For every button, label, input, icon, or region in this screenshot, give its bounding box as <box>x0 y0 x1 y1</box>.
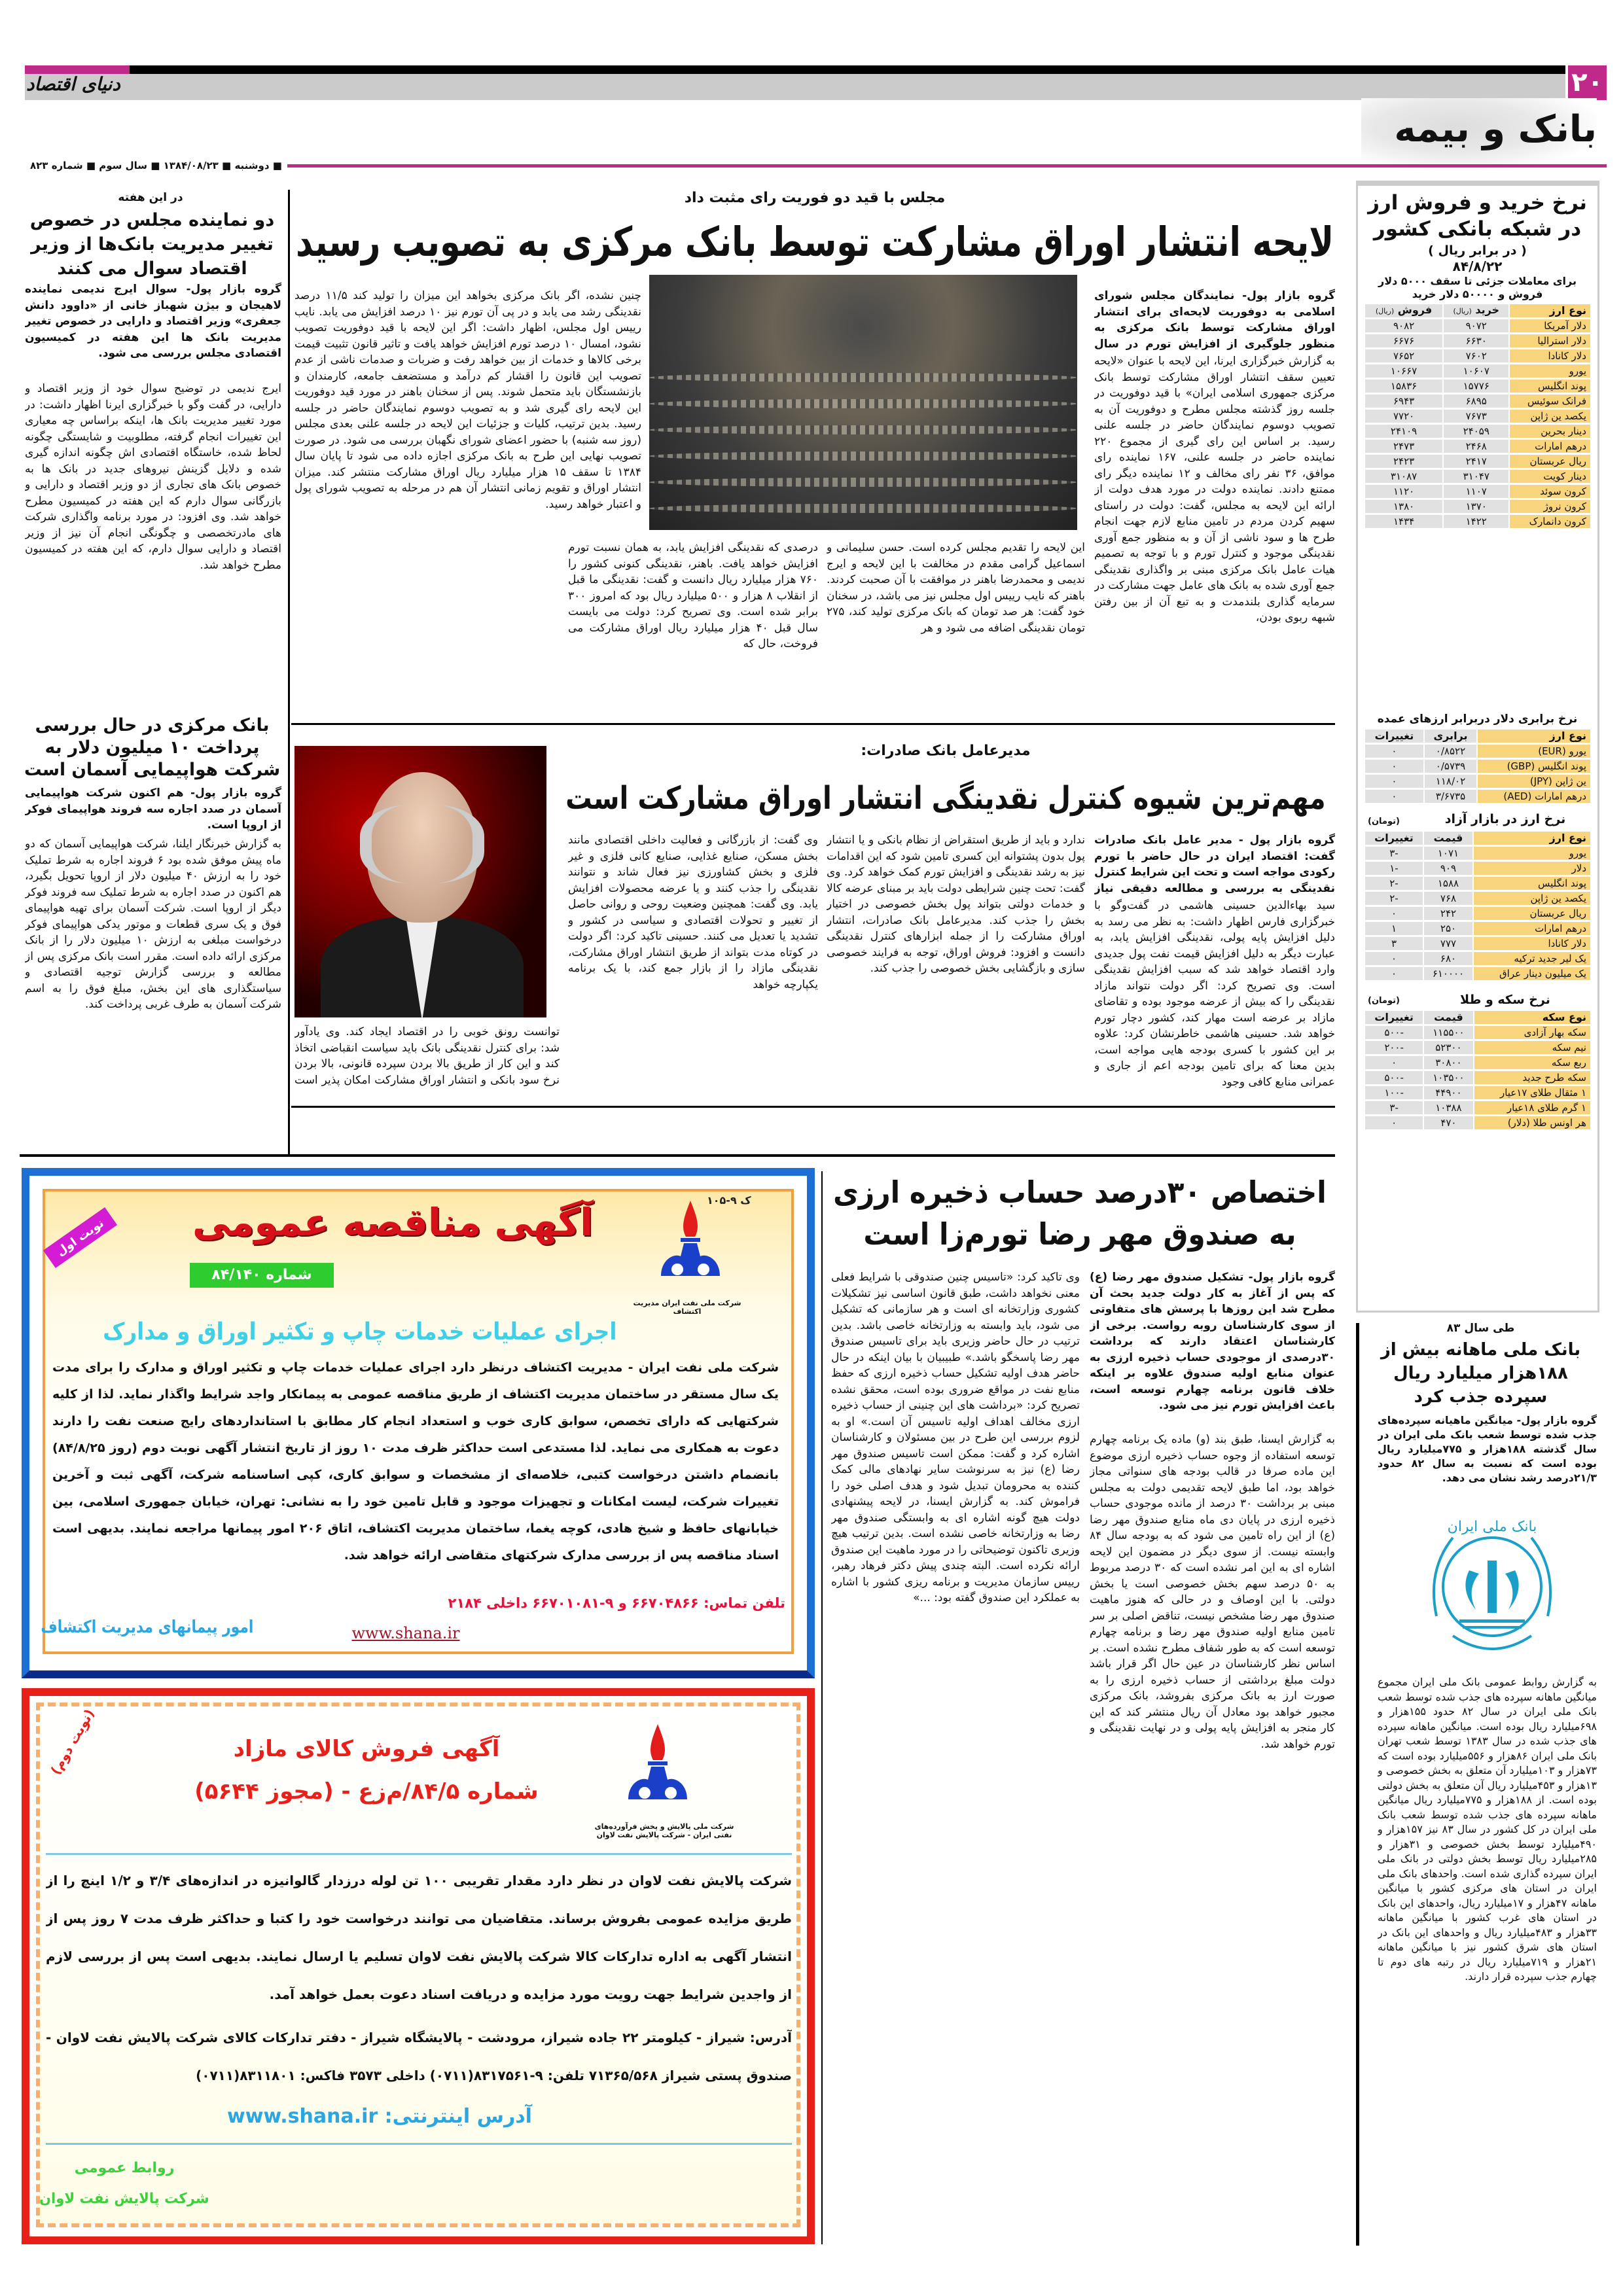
melli-headline: بانک ملی ماهانه بیش از ۱۸۸هزار میلیارد ریال سپرده جذب کرد <box>1380 1340 1581 1407</box>
currency-name: یک لیر جدید ترکیه <box>1474 952 1590 965</box>
table-row <box>1365 1116 1590 1129</box>
column-divider <box>288 190 290 1155</box>
column-header: نوع ارز <box>1510 304 1590 317</box>
nioc-logo-icon <box>622 1721 694 1819</box>
currency-name: ۱ مثقال طلای ۱۷عیار <box>1474 1086 1590 1099</box>
rate-value: ۱۰۷۱ <box>1424 847 1472 860</box>
column-header: نوع ارز <box>1474 832 1590 845</box>
rate-value: ۶۸۹۵ <box>1444 395 1508 408</box>
rate-value: -۲ <box>1365 877 1423 890</box>
table-row <box>1365 515 1590 528</box>
currency-name: دلار <box>1474 862 1590 875</box>
free-market-table <box>1364 830 1592 982</box>
tender-subject: اجرای عملیات خدمات چاپ و تکثیر اوراق و مدارک <box>103 1318 617 1345</box>
tender-body: شرکت ملی نفت ایران - مدیریت اکتشاف درنظر دارد اجرای عملیات خدمات چاپ و تکثیر اوراق و مدارک را برای مدت یک سال مستقر در ساختمان مدیریت اکتشاف از طریق مناقصه عمومی به پیمانکار واجد شرایط واگذار نماید. لذا از کلیه شرکتهایی که دارای تخصص، سوابق کاری خوب و استعداد انجام کار مطابق با استانداردهای رایج صنعت نفت را دارند دعوت به همکاری می نماید. لذا مستدعی است حداکثر ظرف مدت ۱۰ روز از تاریخ انتشار آگهی نوبت دوم (روز ۸۴/۸/۲۵) بانضمام داشتن درخواست کتبی، خلاصه‌ای از مشخصات و سوابق کاری، کپی اساسنامه شرکت، آگهی ثبت و آخرین تغییرات شرکت، لیست امکانات و تجهیزات موجود و قابل تامین خود را به نشانی: تهران، خیابان جمهوری اسلامی، بین خیابانهای حافظ و شیخ هادی، کوچه یغما، ساختمان مدیریت اکتشاف، اتاق ۲۰۶ امور پیمانها مراجعه نمایند. بدیهی است اسناد مناقصه پس از بررسی مدارک شرکتهای متقاضی ارائه خواهد شد. <box>52 1360 779 1563</box>
table-row <box>1365 410 1590 423</box>
rate-value: ۰/۵۷۳۹ <box>1425 760 1476 773</box>
rate-value: ۱۳۷۰ <box>1444 500 1508 513</box>
rate-value: ۱۳۸۰ <box>1365 500 1442 513</box>
main-kicker: مجلس با قید دو فوریت رای مثبت داد <box>684 190 946 206</box>
second-kicker: مدیرعامل بانک صادرات: <box>861 743 1031 759</box>
rates-note: برای معاملات جزئی تا سقف ۵۰۰۰ دلار فروش و ۵۰۰۰۰ دلار خرید <box>1378 275 1577 300</box>
ad2-round-badge: (نوبت دوم) <box>47 1706 98 1778</box>
rate-value: ۷۷۷ <box>1424 937 1472 950</box>
currency-name: یک میلیون دینار عراق <box>1474 967 1590 980</box>
melli-lead: گروه بازار پول- میانگین ماهیانه سپرده‌های جذب شده توسط شعب بانک ملی ایران در سال گذشته ۱۸۸هزار و ۷۷۵میلیارد ریال بوده است که نسبت به سال ۸۲ حدود ۲۱/۳درصد رشد نشان می دهد. <box>1378 1414 1597 1484</box>
third-headline: اختصاص ۳۰درصد حساب ذخیره ارزی به صندوق مهر رضا تورم‌زا است <box>833 1174 1327 1252</box>
left-article2-lead: گروه بازار پول- هم اکنون شرکت هواپیمایی آسمان در صدد اجاره سه فروند هواپیمای فوکر از اروپا است. <box>25 786 281 832</box>
rate-value: ۶۸۰ <box>1424 952 1472 965</box>
table-header-row <box>1365 1011 1590 1024</box>
table-row <box>1365 455 1590 468</box>
rate-value: ۳ <box>1365 937 1423 950</box>
gold-table <box>1364 1009 1592 1131</box>
free-market-unit: (تومان) <box>1368 817 1400 826</box>
table-row <box>1365 892 1590 905</box>
second-col-2: ندارد و باید از طریق استقراض از نظام بانکی و یا انتشار پول بدون پشتوانه این کسری تامین شود که این اقدامات نیز به رشد نقدینگی و افزایش تورم کمک خواهد کرد. وی گفت: تحت چنین شرایطی دولت باید بر مبنای عرضه کالا و خدمات دولتی بتواند پول بخش خصوصی در اختیار بخش را جذب کند. مدیرعامل بانک صادرات، انتشار اوراق مشارکت را از جمله ابزارهای کنترل نقدینگی دانست و افزود: فروش اوراق، توجه به فرایند خصوصی سازی و بازگشایی بخش خصوصی را جذب کند. <box>827 834 1085 975</box>
third-col-2: وی تاکید کرد: «تاسیس چنین صندوقی با شرایط فعلی معنی نخواهد داشت، طبق قانون اساسی نیز تشکیلات کشوری وزارتخانه ای است و هر سازمانی که تشکیل می شود، باید وابسته به وزارتخانه خاصی باشد. بدین ترتیب در حال حاضر وزیری باید برای تاسیس صندوق مهر رضا پاسخگو باشد.» طبیبیان با بیان اینکه در حال حاضر هدف اولیه تشکیل حساب ذخیره ارزی که حفظ منابع نفت در مواقع ضروری بوده است، محقق نشده تصریح کرد: «برداشت های این چنینی از حساب ذخیره ارزی مخالف اهداف اولیه تاسیس آن است.» او به لزوم بررسی این طرح در بین مسئولان و کارشناسان اشاره کرد و گفت: ممکن است تاسیس صندوق مهر رضا (ع) نیز به سرنوشت سایر نهادهای مالی کمک کننده به محرومان تبدیل شود و هدف اصلی خود را فراموش کند. به گزارش ایسنا، در لایحه پیشنهادی دولت هیچ گونه اشاره ای به وابستگی صندوق مهر رضا به وزارتخانه خاصی نشده است. بدین ترتیب هیچ وزیری تاکنون توضیحاتی را در مورد ماهیت این صندوق ارائه نکرده است. البته چندی پیش دکتر فرهاد رهبر، رییس سازمان مدیریت و برنامه ریزی کشور با اشاره به عملکرد این صندوق گفته بود: ...» <box>831 1271 1080 1604</box>
rate-value: ۲۴۲۳ <box>1365 455 1442 468</box>
unit-label: (ریال) <box>1375 307 1395 315</box>
currency-name: یکصد ین ژاپن <box>1474 892 1590 905</box>
ad-round-badge: نوبت اول <box>43 1207 117 1268</box>
currency-name: یکصد ین ژاپن <box>1510 410 1590 423</box>
currency-name: سکه بهار آزادی <box>1474 1026 1590 1039</box>
tender-signature: امور پیمانهای مدیریت اکتشاف <box>41 1617 254 1637</box>
rate-value: ۰ <box>1365 967 1423 980</box>
bank-melli-seal-logo <box>1414 1505 1571 1669</box>
table-row <box>1365 967 1590 980</box>
rate-value: -۳ <box>1365 847 1423 860</box>
table-row <box>1365 364 1590 378</box>
column-header: نوع سکه <box>1474 1011 1590 1024</box>
parity-title: نرخ برابری دلار دربرابر ارزهای عمده <box>1377 713 1578 726</box>
table-row <box>1365 1056 1590 1069</box>
rate-value: ۰ <box>1365 775 1423 788</box>
rate-value: ۳۱۰۸۷ <box>1365 470 1442 483</box>
left-article1-kicker: در این هفته <box>118 191 183 204</box>
currency-name: ریال عربستان <box>1474 907 1590 920</box>
ad-divider <box>46 2143 792 2145</box>
rate-value: ۰/۸۵۲۲ <box>1425 745 1476 758</box>
tender-phone: تلفن تماس: ۶۶۷۰۴۸۶۶ و ۹-۶۶۷۰۱۰۸۱ داخلی ۲۱۸۴ <box>448 1595 785 1611</box>
rate-value: ۰ <box>1365 1116 1423 1129</box>
rate-value: ۰ <box>1365 760 1423 773</box>
currency-name: هر اونس طلا (دلار) <box>1474 1116 1590 1129</box>
table-row <box>1365 500 1590 513</box>
second-col-4: توانست رونق خوبی را در اقتصاد ایجاد کند. وی یادآور شد: برای کنترل نقدینگی بانک باید سیاست انقباضی اتخاذ کند و این کار از طریق بالا بردن سپرده قانونی، بالا بردن نرخ سود بانکی و انتشار اوراق مشارکت امکان پذیر است <box>294 1025 560 1087</box>
main-col-2: این لایحه را تقدیم مجلس کرده است. حسن سلیمانی و اسماعیل گرامی مقدم در مخالفت با این لایحه و ایرج ندیمی و محمدرضا باهنر در موافقت با آن صحبت کردند. باهنر که نایب رییس اول مجلس نیز می باشد، در سخنان خود گفت: هر صد تومان که بانک مرکزی تولید کند، ۲۷۵ تومان نقدینگی اضافه می شود و هر <box>827 541 1085 635</box>
column-header: قیمت <box>1424 832 1472 845</box>
rate-value: ۲۵۰ <box>1424 922 1472 935</box>
rate-value: ۰ <box>1365 745 1423 758</box>
header-bar <box>25 65 1565 74</box>
column-divider <box>1356 1323 1359 2246</box>
sale-ad-number: شماره ۸۴/۵/م‌زع - (مجوز ۵۶۴۴) <box>194 1778 539 1805</box>
table-row <box>1365 334 1590 347</box>
sale-ad-title: آگهی فروش کالای مازاد <box>233 1736 500 1762</box>
rate-value: -۲ <box>1365 892 1423 905</box>
gold-unit: (تومان) <box>1368 996 1400 1006</box>
column-header: تغییرات <box>1365 730 1423 743</box>
article-divider <box>291 723 1335 725</box>
currency-name: ریال عربستان <box>1510 455 1590 468</box>
main-col-4: چنین نشده، اگر بانک مرکزی بخواهد این میزان را تولید کند ۱۱/۵ درصد نقدینگی رشد می یابد و در پی آن تورم نیز ۱۰ درصد افزایش می یابد. نایب رییس اول مجلس، اظهار داشت: اگر این لایحه با قید دوفوریت تصویب نشود، امسال ۱۰ درصد تورم افزایش خواهد یافت و تاثیر قانون تثبیت قیمت برخی کالاها و خدمات از بین خواهد رفت و ضربات و صدمات ناشی از عدم تصویب این قانون را اقشار کم درآمد و مستضعف جامعه، کارمندان و بازنشستگان باید متحمل شوند. پس از سخنان باهنر در مورد قید دوفوریت این لایحه رای گیری شد و به تصویب دوسوم نمایندگان حاضر در جلسه رسید. بدین ترتیب، کلیات و جزئیات این لایحه در جلسه علنی بعدی مجلس (روز سه شنبه) با حضور اعضای شورای نگهبان بررسی می شود. در صورت تصویب نهایی این طرح به بانک مرکزی اجازه داده می شود تا پایان سال ۱۳۸۴ تا سقف ۱۵ هزار میلیارد ریال اوراق مشارکت منتشر کند. میزان انتشار اوراق و تقویم زمانی انتشار آن هم در مرحله به تصویب شورای پول و اعتبار خواهد رسید. <box>294 289 641 511</box>
main-col-3: درصدی که نقدینگی افزایش یابد، به همان نسبت تورم افزایش خواهد یافت. باهنر، نقدینگی کنونی کشور را ۷۶۰ هزار میلیارد ریال دانست و گفت: نقدینگی ما قبل از انقلاب ۸ هزار و ۵۰۰ میلیارد ریال بود که امروز ۳۰۰ برابر شده است. وی تصریح کرد: دولت می بایست سال قبل ۴۰ هزار میلیارد ریال اوراق مشارکت می فروخت، حال که <box>568 541 818 650</box>
left-article2-headline: بانک مرکزی در حال بررسی پرداخت ۱۰ میلیون دلار به شرکت هواپیمایی آسمان است <box>24 715 281 780</box>
rate-value: ۲۴۷۳ <box>1365 440 1442 453</box>
rate-value: ۰ <box>1365 952 1423 965</box>
currency-name: کرون سوئد <box>1510 485 1590 498</box>
parity-table <box>1364 728 1592 805</box>
rate-value: ۱۵۷۷۶ <box>1444 380 1508 393</box>
table-row <box>1365 1026 1590 1039</box>
rate-value: -۳ <box>1365 1101 1423 1114</box>
currency-name: ین ژاپن (JPY) <box>1478 775 1590 788</box>
left-article1-lead: گروه بازار پول- سوال ایرج ندیمی نماینده لاهیجان و بیژن شهباز خانی از «داوود دانش جعفری» وزیر اقتصاد و دارایی در خصوص تغییر مدیریت بانک ها این هفته در کمیسیون اقتصادی مجلس بررسی می شود. <box>25 283 281 360</box>
third-lead: گروه بازار پول- تشکیل صندوق مهر رضا (ع) که پس از آغاز به کار دولت جدید بحث آن مطرح شد این روزها با پرسش های متفاوتی از سوی کارشناسان روبه رواست. برخی از کارشناسان اعتقاد دارند که برداشت ۳۰درصدی از موجودی حساب ذخیره ارزی به عنوان منابع اولیه صندوق علاوه بر اینکه خلاف قانون برنامه چهارم توسعه است، باعث افزایش تورم نیز می شود. <box>1090 1271 1335 1412</box>
second-col-1: سید بهاءالدین حسینی هاشمی در گفت‌وگو با خبرگزاری فارس اظهار داشت: به نظر می رسد به دلیل افزایش پایه پولی، نقدینگی افزایش یابد، به عبارت دیگر به دلیل افزایش قیمت نفت پول جدیدی وارد اقتصاد خواهد شد که سبب افزایش نقدینگی است. وی تصریح کرد: اگر دولت نتواند مازاد نقدینگی را که بیش از عرضه موجود بوده و تقاضای مازاد بر عرضه است مهار کند، کشور دچار تورم خواهد شد. حسینی هاشمی خاطرنشان کرد: علاوه بر این کشور با کسری بودجه هایی مواجه است، بدین معنا که برای تامین بودجه اعم از جاری و عمرانی منابع کافی وجود <box>1094 899 1335 1089</box>
rate-value: ۱۴۲۲ <box>1444 515 1508 528</box>
table-header-row <box>1365 832 1590 845</box>
rate-value: ۵۲۳۰۰ <box>1424 1041 1472 1054</box>
rate-value: ۰ <box>1365 1056 1423 1069</box>
svg-text:بانک ملی ایران: بانک ملی ایران <box>1447 1519 1537 1535</box>
newspaper-logo: دنیای اقتصاد <box>26 73 120 95</box>
table-row <box>1365 1041 1590 1054</box>
rate-value: -۲۰۰ <box>1365 1041 1423 1054</box>
rate-value: -۵۰۰ <box>1365 1026 1423 1039</box>
table-row <box>1365 847 1590 860</box>
rate-value: ۹۰۸۲ <box>1365 319 1442 332</box>
rate-value: ۴۴۹۰۰ <box>1424 1086 1472 1099</box>
rate-value: ۷۶۷۳ <box>1444 410 1508 423</box>
currency-name: نیم سکه <box>1474 1041 1590 1054</box>
column-header: خرید (ریال) <box>1444 304 1508 317</box>
rate-value: ۲۴۰۵۹ <box>1444 425 1508 438</box>
currency-name: دینار بحرین <box>1510 425 1590 438</box>
executive-portrait-photo <box>294 746 546 1017</box>
currency-name: کرون نروژ <box>1510 500 1590 513</box>
ad-code: ک ۹-۱۰۵ <box>707 1194 751 1207</box>
table-row <box>1365 775 1590 788</box>
unit-label: (ریال) <box>1453 307 1472 315</box>
rate-value: ۶۹۴۳ <box>1365 395 1442 408</box>
second-lead: گروه بازار پول - مدیر عامل بانک صادرات گفت: اقتصاد ایران در حال حاضر با تورم رکودی مواجه است و تحت این شرایط کنترل نقدینگی به بررسی و مطالعه دقیقی نیاز <box>1094 834 1335 895</box>
column-header: قیمت <box>1424 1011 1472 1024</box>
second-col-3: وی گفت: از بازرگانی و فعالیت داخلی اقتصادی مانند بخش مسکن، صنایع غذایی، صنایع کانی فلزی و غیر فلزی و بخش کشاورزی نیز فعال شاند و نتوانند نقدینگی را جذب کنند و یا عرضه محصولات افزایش یابد. وی گفت: همچنین وضعیت روحی و روانی حاصل از تغییر و تحولات اقتصادی و سیاسی در کشور و تشدید یا تعدیل می کنند. حسینی تاکید کرد: اگر دولت در کوتاه مدت بتواند از طریق انتشار اوراق مشارکت، نقدینگی مازاد را از بازار جمع کند، با یک برنامه یکپارچه خواهد <box>568 834 818 991</box>
rate-value: -۱۰۰ <box>1365 1086 1423 1099</box>
rate-value: ۹۰۷۲ <box>1444 319 1508 332</box>
currency-name: پوند انگلیس (GBP) <box>1478 760 1590 773</box>
rate-value: -۱ <box>1365 862 1423 875</box>
rates-date: ۸۴/۸/۲۲ <box>1452 258 1503 274</box>
rate-value: ۱۰۶۶۷ <box>1365 364 1442 378</box>
table-row <box>1365 470 1590 483</box>
column-header: تغییرات <box>1365 1011 1423 1024</box>
table-row <box>1365 760 1590 773</box>
currency-name: ربع سکه <box>1474 1056 1590 1069</box>
table-row <box>1365 745 1590 758</box>
currency-name: پوند انگلیس <box>1510 380 1590 393</box>
table-row <box>1365 937 1590 950</box>
rate-value: ۱۱۰۷ <box>1444 485 1508 498</box>
rate-value: ۱۱۲۰ <box>1365 485 1442 498</box>
sale-address: آدرس: شیراز - کیلومتر ۲۲ جاده شیراز، مرودشت - پالایشگاه شیراز - دفتر تدارکات کالای شرکت پالایش نفت لاوان - صندوق پستی شیراز ۷۱۳۶۵/۵۶۸ تلفن: ۹-۸۳۱۷۵۶۱(۰۷۱۱) داخلی ۳۵۷۳ فاکس: ۸۳۱۱۸۰۱(۰۷۱۱) <box>46 2030 792 2083</box>
rate-value: ۲۴۱۰۹ <box>1365 425 1442 438</box>
currency-name: یورو <box>1474 847 1590 860</box>
melli-kicker: طی سال ۸۳ <box>1446 1322 1515 1335</box>
currency-name: فرانک سوئیس <box>1510 395 1590 408</box>
currency-name: درهم امارات <box>1510 440 1590 453</box>
currency-name: دلار کانادا <box>1510 349 1590 362</box>
table-row <box>1365 395 1590 408</box>
table-row <box>1365 380 1590 393</box>
rate-value: ۷۶۵۲ <box>1365 349 1442 362</box>
column-divider <box>821 1171 823 2244</box>
table-row <box>1365 425 1590 438</box>
currency-name: درهم امارات (AED) <box>1478 790 1590 803</box>
table-row <box>1365 877 1590 890</box>
table-header-row <box>1365 304 1590 317</box>
sale-company-name: شرکت ملی پالایش و پخش فرآورده‌های نفتی ایران - شرکت پالایش نفت لاوان <box>594 1822 734 1839</box>
sale-signature-2: شرکت پالایش نفت لاوان <box>39 2191 209 2207</box>
rate-value: ۹۰۹ <box>1424 862 1472 875</box>
page-number: ۲۰ <box>1565 65 1607 100</box>
currency-name: یورو (EUR) <box>1478 745 1590 758</box>
currency-name: درهم امارات <box>1474 922 1590 935</box>
bank-rates-table <box>1364 302 1592 530</box>
melli-body: به گزارش روابط عمومی بانک ملی ایران مجموع میانگین ماهانه سپرده های جذب شده توسط شعب بانک ملی ایران در سال ۸۲ حدود ۱۵۵هزار و ۶۹۸میلیارد ریال بوده است. میانگین ماهانه سپرده های جذب شده در سال ۱۳۸۳ توسط شعب تهران بانک ملی ایران ۸۶هزار و ۵۵۶میلیارد بوده است که ۷۳هزار و ۱۰۳میلیارد آن متعلق به بخش خصوصی و ۱۳هزار و ۴۵۳میلیارد ریال آن متعلق به بخش دولتی بوده است. از ۱۸۸هزار و ۷۷۵میلیارد ریال میانگین ماهانه سپرده های جذب شده توسط شعب بانک ملی ایران در کل کشور در سال ۸۳ نیز ۱۵۷هزار و ۴۹۰میلیارد توسط بخش خصوصی و ۳۱هزار و ۲۸۵میلیارد ریال توسط بخش دولتی در بانک ملی ایران سپرده گذاری شده است. واحدهای بانک ملی ایران در استان های مرکزی کشور با میانگین ماهانه ۴۷هزار و ۱۷میلیارد ریال، واحدهای این بانک در استان های غرب کشور با میانگین ماهانه ۳۳هزار و ۴۸۳میلیارد ریال و واحدهای این بانک در استان های شرق کشور نیز با میانگین ماهانه ۲۱هزار و ۷۱۹میلیارد ریال در رتبه های دوم تا چهارم جذب سپرده قرار دارند. <box>1378 1676 1597 1983</box>
rate-value: ۱۱۵۵۰۰ <box>1424 1026 1472 1039</box>
column-header: تغییرات <box>1365 832 1423 845</box>
rates-title: نرخ خرید و فروش ارز در شبکه بانکی کشور <box>1368 191 1587 241</box>
left-article1-body: ایرج ندیمی در توضیح سوال خود از وزیر اقتصاد و دارایی، در گفت وگو با خبرگزاری ایرنا اظهار داشت: در مورد تغییر مدیریت بانک ها، اینکه براساس چه معیاری این تغییرات انجام گرفته، مطلوبیت و شایستگی چگونه لحاظ شده، خاستگاه اقتصادی اش چگونه اندازه گیری شده و دلایل گزینش نیروهای جدید در بانک ها به خصوص بانک های تجاری از دو وزیر اقتصاد و دارایی و بازرگانی سوال دارم که این هفته در کمیسیون مطرح خواهد شد. وی افزود: در مورد برنامه واگذاری شرکت های مادرتخصصی و چگونگی انجام آن نیز از وزیر اقتصاد و دارایی سوال دارم، که این هفته در کمیسیون مطرح خواهد شد. <box>25 382 281 572</box>
rate-value: ۱۰۳۵۰۰ <box>1424 1071 1472 1084</box>
header-band <box>25 74 1565 100</box>
rate-value: ۳۱۰۴۷ <box>1444 470 1508 483</box>
currency-name: یورو <box>1510 364 1590 378</box>
currency-name: دینار کویت <box>1510 470 1590 483</box>
table-row <box>1365 440 1590 453</box>
rate-value: ۱۰۳۸۸ <box>1424 1101 1472 1114</box>
nioc-logo-icon <box>654 1197 726 1296</box>
ad-divider <box>46 1853 792 1855</box>
rates-subtitle: ( در برابر ریال ) <box>1428 243 1527 258</box>
rate-value: ۱۱۸/۰۲ <box>1425 775 1476 788</box>
sale-website-link[interactable]: آدرس اینترنتی: www.shana.ir <box>227 2105 532 2128</box>
table-row <box>1365 1101 1590 1114</box>
column-header: فروش (ریال) <box>1365 304 1442 317</box>
rate-value: -۵۰۰ <box>1365 1071 1423 1084</box>
rate-value: ۱۵۸۸ <box>1424 877 1472 890</box>
rate-value: ۰ <box>1365 907 1423 920</box>
rate-value: ۶۶۷۶ <box>1365 334 1442 347</box>
left-article1-headline: دو نماینده مجلس در خصوص تغییر مدیریت بانک‌ها از وزیر اقتصاد سوال می کنند <box>29 210 275 279</box>
parliament-photo <box>649 275 1077 530</box>
rate-value: ۷۶۸ <box>1424 892 1472 905</box>
dateline: ■ دوشنبه ■ ۱۳۸۴/۰۸/۲۳ ■ سال سوم ■ شماره ۸۲۳ <box>25 158 287 173</box>
rate-value: ۶۶۳۰ <box>1444 334 1508 347</box>
column-header: برابری <box>1425 730 1476 743</box>
currency-name: دلار کانادا <box>1474 937 1590 950</box>
gold-title: نرخ سکه و طلا <box>1460 993 1550 1007</box>
table-row <box>1365 485 1590 498</box>
rate-value: ۳۰۸۰۰ <box>1424 1056 1472 1069</box>
table-row <box>1365 319 1590 332</box>
tender-number: شماره ۸۴/۱۴۰ <box>190 1263 334 1288</box>
second-headline: مهم‌ترین شیوه کنترل نقدینگی انتشار اوراق مشارکت است <box>565 780 1326 817</box>
rate-value: ۱۰۶۰۷ <box>1444 364 1508 378</box>
tender-company-name: شرکت ملی نفت ایران مدیریت اکتشاف <box>633 1299 741 1316</box>
currency-name: کرون دانمارک <box>1510 515 1590 528</box>
table-row <box>1365 790 1590 803</box>
rate-value: ۲۴۱۷ <box>1444 455 1508 468</box>
free-market-title: نرخ ارز در بازار آزاد <box>1444 812 1566 826</box>
sale-signature-1: روابط عمومی <box>74 2160 175 2176</box>
rate-value: ۷۶۰۲ <box>1444 349 1508 362</box>
currency-name: دلار آمریکا <box>1510 319 1590 332</box>
tender-ad-title: آگهی مناقصه عمومی <box>192 1200 594 1245</box>
main-lead: گروه بازار پول- نمایندگان مجلس شورای اسلامی به دوفوریت لایحه‌ای برای انتشار اوراق مشارکت توسط بانک مرکزی به منظور جلوگیری از افزایش تورم در سال <box>1094 289 1335 351</box>
rate-value: ۴۷۰ <box>1424 1116 1472 1129</box>
table-row <box>1365 1086 1590 1099</box>
table-row <box>1365 922 1590 935</box>
table-row <box>1365 1071 1590 1084</box>
left-article2-body: به گزارش خبرنگار ایلنا، شرکت هواپیمایی آسمان که دو ماه پیش موفق شده بود ۶ فروند اجاره به شرط تملیک خود را به ارزش ۴۰ میلیون دلار از اروپا تحویل بگیرد، هم اکنون در صدد اجاره به شرط تملیک سه فروند فوکر دیگر از اروپا است. شرکت آسمان برای تهیه هواپیمای فوق و یک سری قطعات و موتور یدکی هواپیمای فوکر درخواست مبلغی به ارزش ۱۰ میلیون دلار را از بانک مرکزی ارائه داده است. مقرر است بانک مرکزی پس از مطالعه و بررسی گزارش توجیه اقتصادی و سیاستگذاری های این بخش، مبلغ فوق را به اسم شرکت آسمان به طرف غربی پرداخت کند. <box>25 838 281 1011</box>
table-row <box>1365 349 1590 362</box>
section-divider <box>20 1154 1335 1157</box>
section-title: بانک و بیمه <box>1394 108 1597 150</box>
article-divider <box>291 1106 1335 1108</box>
rate-value: ۱۴۳۴ <box>1365 515 1442 528</box>
rate-value: ۲۴۲ <box>1424 907 1472 920</box>
rate-value: ۱ <box>1365 922 1423 935</box>
third-col-1: به گزارش ایسنا، طبق بند (و) ماده یک برنامه چهارم توسعه استفاده از وجوه حساب ذخیره ارزی موضوع این ماده صرفا در قالب بودجه های سنواتی مجاز خواهد بود، اما طبق لایحه تقدیمی دولت به مجلس مبنی بر برداشت ۳۰ درصد از مانده موجودی حساب ذخیره ارزی در پایان دی ماه منابع صندوق مهر رضا (ع) از این راه تامین می شود که به بودجه سال ۸۴ وابسته نیست. از سوی دیگر در مضمون این لایحه اشاره ای به این امر نشده است که ۳۰ درصد مربوط به ۵۰ درصد سهم بخش خصوصی است یا بخش دولتی. با این اوصاف و در حالی که هنوز ماهیت صندوق مهر رضا مشخص نیست، تناقض اصلی بر سر تامین منابع اولیه صندوق مهر رضا و برنامه چهارم توسعه است که به طور شفاف مطرح نشده است. بر اساس نظر کارشناسان در عین حال اگر قرار باشد دولت مبلغ برداشتی از حساب ذخیره ارزی را به صورت ارز به بانک مرکزی بفروشد، بانک مرکزی مجبور خواهد بود معادل آن ریال منتشر کند که این کار منجر به افزایش پایه پولی و در نهایت نقدینگی و تورم خواهد شد. <box>1090 1433 1335 1751</box>
tender-website-link[interactable]: www.shana.ir <box>351 1624 460 1642</box>
rate-value: ۷۷۲۰ <box>1365 410 1442 423</box>
currency-name: سکه طرح جدید <box>1474 1071 1590 1084</box>
rate-value: ۶۱۰۰۰۰ <box>1424 967 1472 980</box>
table-header-row <box>1365 730 1590 743</box>
rate-value: ۱۵۸۳۶ <box>1365 380 1442 393</box>
currency-name: پوند انگلیس <box>1474 877 1590 890</box>
table-row <box>1365 952 1590 965</box>
table-row <box>1365 907 1590 920</box>
main-col-1: به گزارش خبرگزاری ایرنا، این لایحه با عنوان «لایحه تعیین سقف انتشار اوراق مشارکت توسط بانک مرکزی جمهوری اسلامی ایران» با قید دوفوریت در جلسه روز گذشته مجلس مطرح و دوفوریت آن به تصویب دوسوم نمایندگان حاضر در جلسه علنی رسید. بر اساس این رای گیری از مجموع ۲۲۰ نماینده حاضر در جلسه علنی، ۱۶۷ نماینده رای موافق، ۳۶ نفر رای مخالف و ۱۲ نماینده دیگر رای ممتنع دادند. نماینده دولت در مورد هدف دولت از ارائه این لایحه به مجلس، گفت: دولت در راستای سهیم کردن مردم در تامین منابع لازم جهت انجام طرح ها و سود ناشی از آن و به منظور جمع آوری نقدینگی موجود و کنترل تورم و با توجه به تصمیم هیات عامل بانک مرکزی مبنی بر واگذاری نقدینگی جمع آوری شده به بانک های عامل جهت مشارکت در سرمایه گذاری بلندمدت و به تبع آن از بین رفتن شبهه ربوی بودن، <box>1094 355 1335 624</box>
main-headline: لایحه انتشار اوراق مشارکت توسط بانک مرکزی به تصویب رسید <box>295 218 1334 266</box>
currency-name: دلار استرالیا <box>1510 334 1590 347</box>
rate-value: ۰ <box>1365 790 1423 803</box>
rate-value: ۲۴۶۸ <box>1444 440 1508 453</box>
column-header: نوع ارز <box>1478 730 1590 743</box>
rate-value: ۳/۶۷۳۵ <box>1425 790 1476 803</box>
sale-body: شرکت پالایش نفت لاوان در نظر دارد مقدار تقریبی ۱۰۰ تن لوله درزدار گالوانیزه در اندازه‌های ۳/۴ و ۱/۲ اینچ را از طریق مزایده عمومی بفروش برساند. متقاضیان می توانند درخواست خود را کتبا و حداکثر ظرف مدت ۷ روز پس از انتشار آگهی به اداره تدارکات کالا شرکت پالایش نفت لاوان تسلیم یا ارسال نمایند. بدیهی است پس از بررسی لازم از واجدین شرایط جهت رویت مورد مزایده و دریافت اسناد دعوت بعمل خواهد آمد. <box>46 1873 792 2002</box>
currency-name: ۱ گرم طلای ۱۸عیار <box>1474 1101 1590 1114</box>
table-row <box>1365 862 1590 875</box>
